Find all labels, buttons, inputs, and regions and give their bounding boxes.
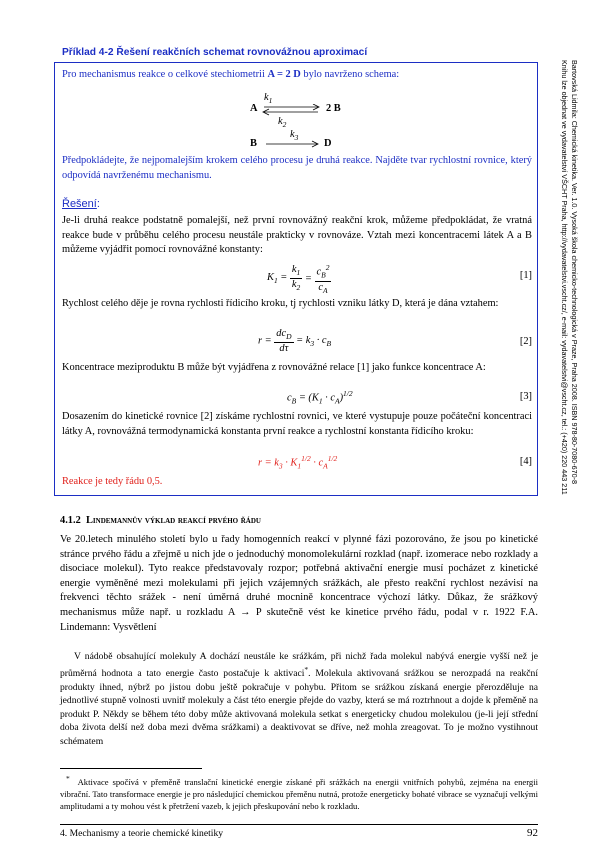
- footer-divider: [60, 824, 538, 825]
- solution-paragraph-1: Je-li druhá reakce podstatně pomalejší, než první rovnovážný reakční krok, můžeme předpokládat, že vratná reakce bude v průběhu celého procesu neustále prakticky v rovnováze. Vztah mezi koncentracemi látek A a B můžeme vyjádřit pomocí rovnovážné konstanty:: [62, 215, 532, 256]
- eq1-number: [1]: [519, 270, 532, 281]
- equation-4: $r = k_3 \cdot K_1^{1/2} \cdot c_A^{1/2}$ [4]: [258, 454, 532, 471]
- section-heading: 4.1.2 Lindemannův výklad reakcí prvého řádu: [60, 515, 261, 526]
- example-title: Příklad 4-2 Řešení reakčních schemat rovnovážnou aproximací: [62, 47, 368, 58]
- footnote-ref: *: [304, 665, 309, 675]
- species-a: A: [250, 103, 258, 114]
- solution-paragraph-2: Rychlost celého děje je rovna rychlosti řídicího kroku, tj rychlosti vzniku látky D, která je dána vztahem:: [62, 298, 499, 309]
- body-paragraph-2: V nádobě obsahující molekuly A dochází neustále ke srážkám, při nichž řada molekul nabývá energie vyšší než je průměrná hodnota a tato energie často postačuje k aktivaci*. Molekula aktivovaná srážkou se nerozpadá na reakční produkty ihned, nýbrž po jistou dobu ještě pokračuje v pohybu. Přitom se srážkou získaná energie přerozděluje na jednotlivé stupně volnosti uvnitř molekuly a část této energie přejde do vazby, která se má roztrhnout a dojde k přeměně na produkt P. Někdy se během této doby může aktivovaná molekula setkat s energeticky chudou molekulou (je-li její střední doba života delší než doba mezi dvěma srážkami) a deaktivovat se dříve, než mohla zreagovat. To je možno vystihnout schématem: [60, 651, 538, 747]
- k2-label: $k_2$: [278, 116, 287, 130]
- k1-label: $k_1$: [264, 92, 273, 106]
- equilibrium-arrows-icon: [262, 104, 322, 116]
- side-note: Bartovská Lidmila: Chemická kinetika. Ver. 1.0. Vysoká škola chemicko-technologická v Praze, Praha 2008. ISBN 978-80-7080-670-8 Knihu lze objednat ve vydavatelství VŠCHT Praha, http://vydavatelstvi.vscht.cz/, e-mail: vydavatelstvi@vscht.cz, tel.: (+420) 220 443 211: [560, 60, 579, 495]
- eq2-number: [2]: [519, 336, 532, 347]
- eq3-number: [3]: [519, 391, 532, 402]
- equation-1: $K_1$ = $\frac{k_1}{k_2}$ = $\frac{c_B^2}{c_A}$ [1]: [267, 263, 532, 295]
- eq4-number: [4]: [519, 456, 532, 467]
- equation-3: $c_B = (K_1 \cdot c_A)^{1/2}$ [3]: [287, 389, 532, 406]
- solution-label: Řešení:: [62, 198, 100, 210]
- footer-chapter: 4. Mechanismy a teorie chemické kinetiky: [60, 828, 224, 839]
- equation-2: r = $\frac{dc_D}{d\tau}$ = $k_3 \cdot c_B$ [2]: [258, 328, 532, 355]
- k3-label: $k_3$: [290, 129, 299, 143]
- reaction-scheme: [250, 92, 370, 152]
- species-b: B: [250, 138, 257, 149]
- body-paragraph-1: Ve 20.letech minulého století bylo u řady homogenních reakcí v plynné fázi pozorováno, že jsou po kinetické stránce prvého řádu a zřejmě u nich jde o jednoduchý monomolekulární rozklad (např. izomerace nebo rozklady a disociace molekul). Tyto reakce představovaly rozpor; potřebná aktivační energie musí pocházet z kinetické energie vyměněné mezi molekulami při jejich vzájemných srážkách, ale přesto reakční rychlost nezávisí na frekvenci těchto srážek - není úměrná druhé mocnině koncentrace výchozí látky. Důkaz, že srážkový mechanismus může např. u rozkladu A → P skutečně vést ke kinetice prvého řádu, podal v r. 1922 F.A. Lindemann: Vysvětlení: [60, 534, 538, 633]
- species-d: D: [324, 138, 332, 149]
- forward-arrow-icon: [264, 140, 320, 148]
- footnote: * Aktivace spočívá v přeměně translační kinetické energie získané při srážkách na energii vnitřních pohybů, zejména na energii vibrační. Tato transformace energie je pro následující chemickou přeměnu nutná, protože energeticky bohaté vibrace se vyznačují velkými amplitudami a ty mohou vést k přetržení vazeb, k jejich přeskupování nebo k rozkladu.: [60, 774, 538, 812]
- example-assignment: Pro mechanismus reakce o celkové stechiometrii A = 2 D bylo navrženo schema:: [62, 69, 400, 80]
- species-2b: 2 B: [326, 103, 341, 114]
- solution-paragraph-4: Dosazením do kinetické rovnice [2] získáme rychlostní rovnici, ve které vystupuje pouze počáteční koncentraci látky A, rovnovážná termodynamická konstanta první reakce a rychlostní konstanta řídicího kroku:: [62, 411, 532, 437]
- solution-conclusion: Reakce je tedy řádu 0,5.: [62, 476, 163, 487]
- page-number: 92: [527, 827, 538, 839]
- example-task: Předpokládejte, že nejpomalejším krokem celého procesu je druhá reakce. Najděte tvar rychlostní rovnice, který odpovídá navrženému mechanismu.: [62, 155, 532, 181]
- solution-paragraph-3: Koncentrace meziproduktu B může být vyjádřena z rovnovážné relace [1] jako funkce koncentrace A:: [62, 362, 486, 373]
- footnote-divider: [60, 768, 202, 769]
